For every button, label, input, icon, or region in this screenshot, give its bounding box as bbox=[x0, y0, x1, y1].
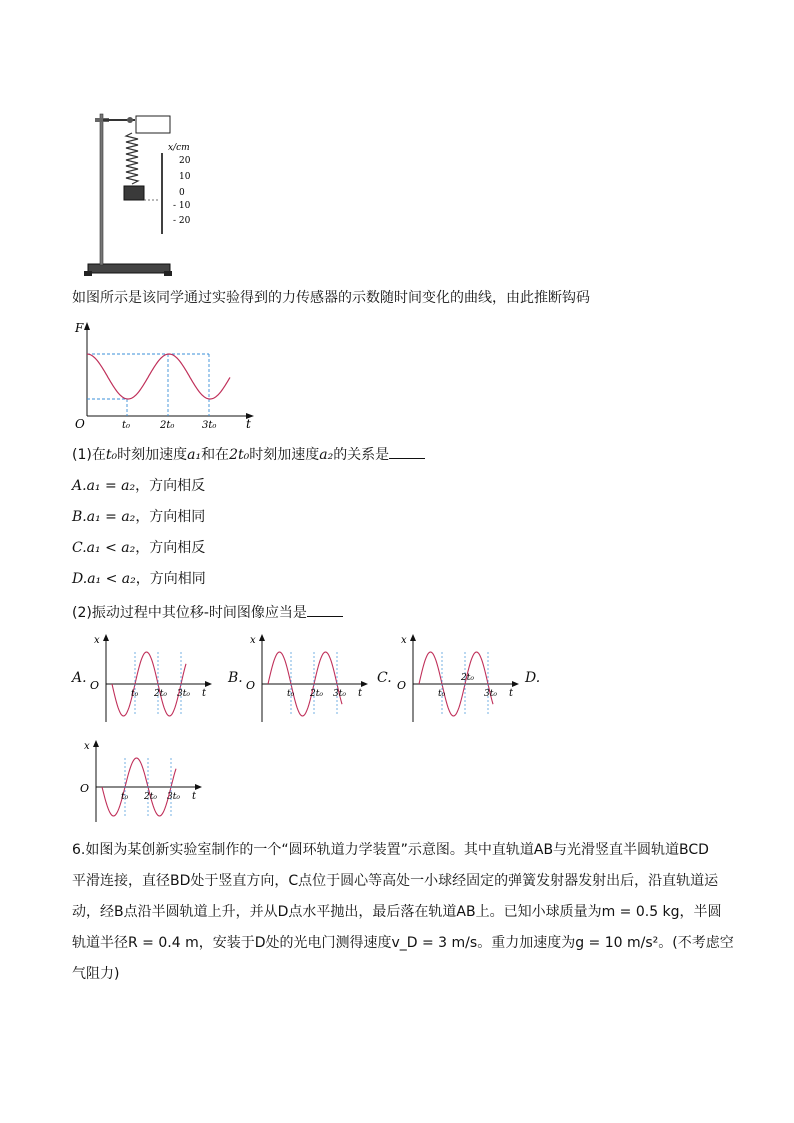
tick-label: 2t₀ bbox=[310, 689, 323, 699]
tick-2t0: 2t₀ bbox=[160, 420, 175, 431]
force-axis-label: F bbox=[75, 321, 84, 335]
graph-option-c[interactable] bbox=[397, 632, 523, 724]
q2-option-c-label[interactable]: C. bbox=[377, 670, 392, 686]
time-axis-label: t bbox=[246, 417, 251, 431]
force-time-graph bbox=[70, 318, 260, 434]
tick-label: 2t₀ bbox=[461, 673, 474, 683]
tick-label: 3t₀ bbox=[167, 792, 180, 802]
tick-label: t₀ bbox=[121, 792, 129, 802]
q2-option-b-label[interactable]: B. bbox=[228, 670, 243, 686]
q2-option-d-label[interactable]: D. bbox=[525, 670, 541, 686]
scale-tick: 20 bbox=[179, 156, 191, 166]
scale-axis-label: x/cm bbox=[168, 143, 190, 153]
option-d[interactable]: D.a₁ < a₂，方向相同 bbox=[72, 571, 206, 587]
tick-label: t₀ bbox=[287, 689, 295, 699]
t-label: t bbox=[509, 688, 514, 699]
tick-3t0: 3t₀ bbox=[202, 420, 217, 431]
origin-label: O bbox=[90, 679, 100, 692]
t-label: t bbox=[358, 688, 363, 699]
origin-label: O bbox=[397, 679, 407, 692]
origin-label: O bbox=[75, 417, 85, 431]
intro-text: 如图所示是该同学通过实验得到的力传感器的示数随时间变化的曲线，由此推断钩码 bbox=[72, 290, 590, 306]
tick-t0: t₀ bbox=[122, 420, 131, 431]
scale-tick: - 20 bbox=[173, 216, 191, 226]
scale-tick: 0 bbox=[179, 188, 185, 198]
x-label: x bbox=[84, 741, 90, 752]
origin-label: O bbox=[246, 679, 256, 692]
graph-option-d[interactable] bbox=[80, 738, 206, 824]
x-label: x bbox=[250, 635, 256, 646]
tick-label: 3t₀ bbox=[484, 689, 497, 699]
origin-label: O bbox=[80, 782, 90, 795]
t-label: t bbox=[192, 791, 197, 802]
option-a[interactable]: A.a₁ = a₂，方向相反 bbox=[72, 478, 206, 494]
q6-line-5: 气阻力) bbox=[72, 966, 120, 982]
q2-option-a-label[interactable]: A. bbox=[72, 670, 87, 686]
option-c[interactable]: C.a₁ < a₂，方向相反 bbox=[72, 540, 206, 556]
spring-apparatus-figure bbox=[80, 108, 200, 280]
q6-line-2: 平滑连接，直径BD处于竖直方向，C点位于圆心等高处一小球经固定的弹簧发射器发射出后，沿直轨道运 bbox=[72, 873, 719, 889]
question-1: (1)在t₀时刻加速度a₁和在2t₀时刻加速度a₂的关系是 bbox=[72, 444, 425, 465]
tick-label: 3t₀ bbox=[333, 689, 346, 699]
q6-line-4: 轨道半径R = 0.4 m，安装于D处的光电门测得速度v_D = 3 m/s。重力加速度为g = 10 m/s²。(不考虑空 bbox=[72, 935, 734, 951]
graph-option-b[interactable] bbox=[246, 632, 372, 724]
x-label: x bbox=[94, 635, 100, 646]
q6-line-3: 动，经B点沿半圆轨道上升，并从D点水平抛出，最后落在轨道AB上。已知小球质量为m = 0.5 kg，半圆 bbox=[72, 904, 722, 920]
x-label: x bbox=[401, 635, 407, 646]
q6-line-1: 6.如图为某创新实验室制作的一个“圆环轨道力学装置”示意图。其中直轨道AB与光滑竖直半圆轨道BCD bbox=[72, 842, 709, 858]
tick-label: 3t₀ bbox=[177, 689, 190, 699]
tick-label: 2t₀ bbox=[144, 792, 157, 802]
tick-label: t₀ bbox=[131, 689, 139, 699]
tick-label: t₀ bbox=[438, 689, 446, 699]
scale-tick: - 10 bbox=[173, 201, 191, 211]
scale-tick: 10 bbox=[179, 172, 191, 182]
option-b[interactable]: B.a₁ = a₂，方向相同 bbox=[72, 509, 206, 525]
t-label: t bbox=[202, 688, 207, 699]
tick-label: 2t₀ bbox=[154, 689, 167, 699]
graph-option-a[interactable] bbox=[90, 632, 216, 724]
question-2: (2)振动过程中其位移-时间图像应当是 bbox=[72, 602, 343, 623]
